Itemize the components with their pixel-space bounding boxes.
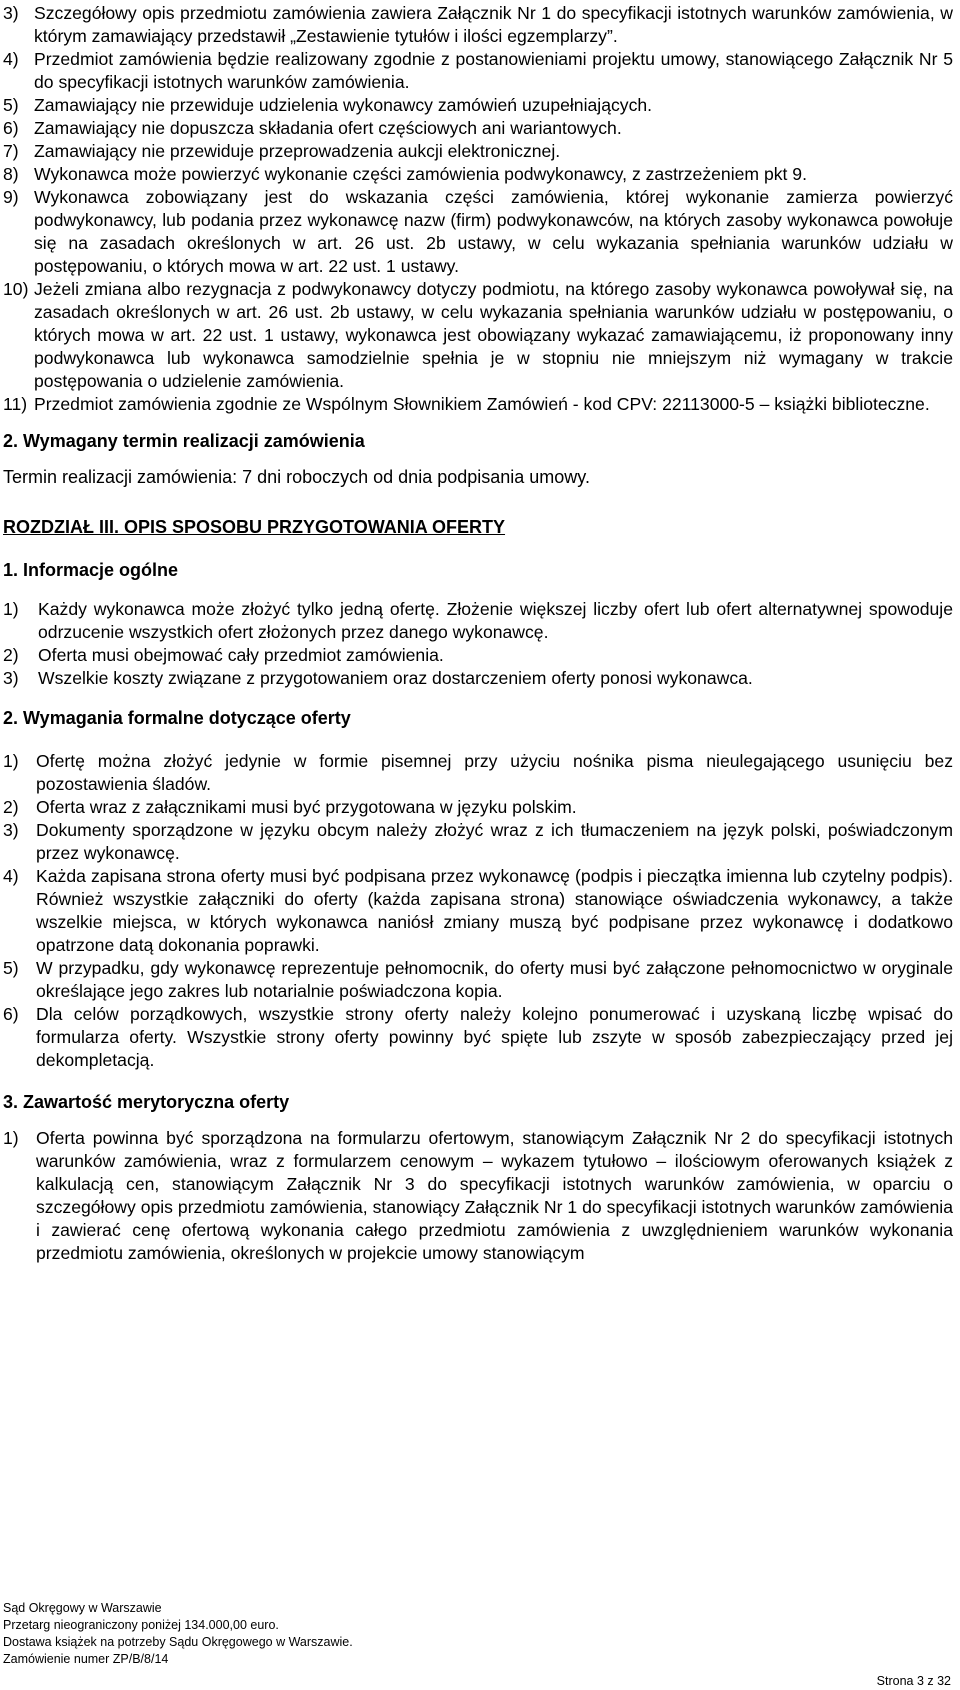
completion-deadline-text: Termin realizacji zamówienia: 7 dni roboczych od dnia podpisania umowy. bbox=[3, 467, 590, 487]
list-item-number: 3) bbox=[3, 820, 19, 840]
heading-general-information: 1. Informacje ogólne bbox=[3, 560, 179, 580]
list-item bbox=[3, 117, 953, 140]
list-item bbox=[3, 393, 953, 416]
list-item-number: 2) bbox=[3, 797, 19, 817]
list-item bbox=[3, 94, 953, 117]
list-item-text: Oferta wraz z załącznikami musi być przygotowana w języku polskim. bbox=[36, 797, 577, 817]
list-item bbox=[3, 644, 953, 667]
list-item-text: Wykonawca zobowiązany jest do wskazania części zamówienia, której wykonanie zamierza powierzyć podwykonawcy, lub podania przez wykonawcę nazw (firm) podwykonawców, na których zasoby wykonawca powołuje się na zasadach określonych w art. 26 ust. 2b ustawy, w celu wykazania spełniania warunków udziału w postępowaniu, o których mowa w art. 22 ust. 1 ustawy. bbox=[34, 187, 953, 276]
list-item-text: Ofertę można złożyć jedynie w formie pisemnej przy użyciu nośnika pisma nieulegającego usunięciu bez pozostawienia śladów. bbox=[36, 751, 953, 794]
list-item-number: 3) bbox=[3, 3, 19, 23]
list-item-text: Każda zapisana strona oferty musi być podpisana przez wykonawcę (podpis i pieczątka imienna lub czytelny podpis). Również wszystkie załączniki do oferty (każda zapisana strona) stanowiące oświadczenia wykonawcy, a także wszelkie miejsca, w których wykonawca naniósł zmiany muszą być podpisane przez wykonawcę i dodatkowo opatrzone datą dokonania poprawki. bbox=[36, 866, 953, 955]
offer-content-list bbox=[3, 1127, 953, 1265]
list-item-number: 9) bbox=[3, 187, 19, 207]
heading-offer-content: 3. Zawartość merytoryczna oferty bbox=[3, 1092, 290, 1112]
list-item-number: 7) bbox=[3, 141, 19, 161]
list-item-text: Przedmiot zamówienia będzie realizowany zgodnie z postanowieniami projektu umowy, stanowiącego Załącznik Nr 5 do specyfikacji istotnych warunków zamówienia. bbox=[34, 49, 953, 92]
list-item-text: Dokumenty sporządzone w języku obcym należy złożyć wraz z ich tłumaczeniem na język polski, poświadczonym przez wykonawcę. bbox=[36, 820, 953, 863]
list-item bbox=[3, 48, 953, 94]
list-item bbox=[3, 796, 953, 819]
list-item-number: 6) bbox=[3, 1004, 19, 1024]
list-item-text: Oferta musi obejmować cały przedmiot zamówienia. bbox=[38, 645, 444, 665]
list-item-text: Przedmiot zamówienia zgodnie ze Wspólnym Słownikiem Zamówień - kod CPV: 22113000-5 – książki biblioteczne. bbox=[34, 394, 930, 414]
formal-requirements-list bbox=[3, 750, 953, 1072]
list-item bbox=[3, 667, 953, 690]
list-item-text: Szczegółowy opis przedmiotu zamówienia zawiera Załącznik Nr 1 do specyfikacji istotnych warunków zamówienia, w którym zamawiający przedstawił „Zestawienie tytułów i ilości egzemplarzy”. bbox=[34, 3, 953, 46]
list-item-number: 1) bbox=[3, 751, 19, 771]
list-item-text: Oferta powinna być sporządzona na formularzu ofertowym, stanowiącym Załącznik Nr 2 do specyfikacji istotnych warunków zamówienia, wraz z formularzem cenowym – wykazem tytułowo – ilościowym oferowanych książek z kalkulacją cen, stanowiącym Załącznik Nr 3 do specyfikacji istotnych warunków zamówienia, w oparciu o szczegółowy opis przedmiotu zamówienia, stanowiący Załącznik Nr 1 do specyfikacji istotnych warunków zamówienia i zawierać cenę ofertową wykonania całego przedmiotu zamówienia z uwzględnieniem warunków wykonania przedmiotu zamówienia, określonych w projekcie umowy stanowiącym bbox=[36, 1128, 953, 1263]
heading-completion-deadline: 2. Wymagany termin realizacji zamówienia bbox=[3, 431, 365, 451]
list-item-number: 3) bbox=[3, 668, 19, 688]
list-item-number: 2) bbox=[3, 645, 19, 665]
list-item bbox=[3, 278, 953, 393]
list-item bbox=[3, 2, 953, 48]
general-information-list bbox=[3, 598, 953, 690]
list-item-number: 8) bbox=[3, 164, 19, 184]
page-number: Strona 3 z 32 bbox=[876, 1674, 951, 1688]
list-item bbox=[3, 957, 953, 1003]
list-item-text: Wykonawca może powierzyć wykonanie części zamówienia podwykonawcy, z zastrzeżeniem pkt 9. bbox=[34, 164, 807, 184]
list-item bbox=[3, 819, 953, 865]
page-content bbox=[3, 2, 953, 1265]
heading-formal-requirements: 2. Wymagania formalne dotyczące oferty bbox=[3, 708, 351, 728]
list-item bbox=[3, 865, 953, 957]
list-item bbox=[3, 750, 953, 796]
list-item-text: W przypadku, gdy wykonawcę reprezentuje pełnomocnik, do oferty musi być załączone pełnomocnictwo w oryginale określające jego zakres lub notarialnie poświadczona kopia. bbox=[36, 958, 953, 1001]
footer-tender-subject: Dostawa książek na potrzeby Sądu Okręgowego w Warszawie. bbox=[3, 1635, 353, 1649]
list-item-number: 4) bbox=[3, 49, 19, 69]
footer-tender-type: Przetarg nieograniczony poniżej 134.000,00 euro. bbox=[3, 1618, 279, 1632]
list-item bbox=[3, 1127, 953, 1265]
chapter-title: ROZDZIAŁ III. OPIS SPOSOBU PRZYGOTOWANIA OFERTY bbox=[3, 517, 506, 537]
list-item-text: Zamawiający nie przewiduje przeprowadzenia aukcji elektronicznej. bbox=[34, 141, 561, 161]
list-item bbox=[3, 140, 953, 163]
footer-court-name: Sąd Okręgowy w Warszawie bbox=[3, 1601, 162, 1615]
list-item bbox=[3, 1003, 953, 1072]
footer-order-number: Zamówienie numer ZP/B/8/14 bbox=[3, 1652, 169, 1666]
list-item bbox=[3, 163, 953, 186]
list-item-text: Zamawiający nie przewiduje udzielenia wykonawcy zamówień uzupełniających. bbox=[34, 95, 653, 115]
list-item-number: 6) bbox=[3, 118, 19, 138]
procurement-details-list bbox=[3, 2, 953, 416]
list-item-text: Dla celów porządkowych, wszystkie strony oferty należy kolejno ponumerować i uzyskaną liczbę wpisać do formularza oferty. Wszystkie strony oferty powinny być spięte lub zszyte w sposób zabezpieczający przed jej dekompletacją. bbox=[36, 1004, 953, 1070]
list-item-number: 5) bbox=[3, 958, 19, 978]
list-item-number: 11) bbox=[3, 394, 28, 414]
document-footer bbox=[3, 1600, 953, 1668]
list-item-number: 10) bbox=[3, 279, 29, 299]
list-item bbox=[3, 598, 953, 644]
list-item-number: 5) bbox=[3, 95, 19, 115]
list-item-number: 1) bbox=[3, 599, 19, 619]
list-item-number: 4) bbox=[3, 866, 19, 886]
list-item-text: Każdy wykonawca może złożyć tylko jedną ofertę. Złożenie większej liczby ofert lub ofert alternatywnej spowoduje odrzucenie wszystkich ofert złożonych przez danego wykonawcę. bbox=[38, 599, 953, 642]
list-item bbox=[3, 186, 953, 278]
list-item-text: Jeżeli zmiana albo rezygnacja z podwykonawcy dotyczy podmiotu, na którego zasoby wykonawca powoływał się, na zasadach określonych w art. 26 ust. 2b ustawy, w celu wykazania spełniania warunków udziału w postępowaniu, o których mowa w art. 22 ust. 1 ustawy, wykonawca jest obowiązany wykazać zamawiającemu, iż proponowany inny podwykonawca lub wykonawca samodzielnie spełnia je w stopniu nie mniejszym niż wymagany w trakcie postępowania o udzielenie zamówienia. bbox=[34, 279, 953, 391]
list-item-text: Zamawiający nie dopuszcza składania ofert częściowych ani wariantowych. bbox=[34, 118, 622, 138]
list-item-text: Wszelkie koszty związane z przygotowaniem oraz dostarczeniem oferty ponosi wykonawca. bbox=[38, 668, 753, 688]
list-item-number: 1) bbox=[3, 1128, 19, 1148]
